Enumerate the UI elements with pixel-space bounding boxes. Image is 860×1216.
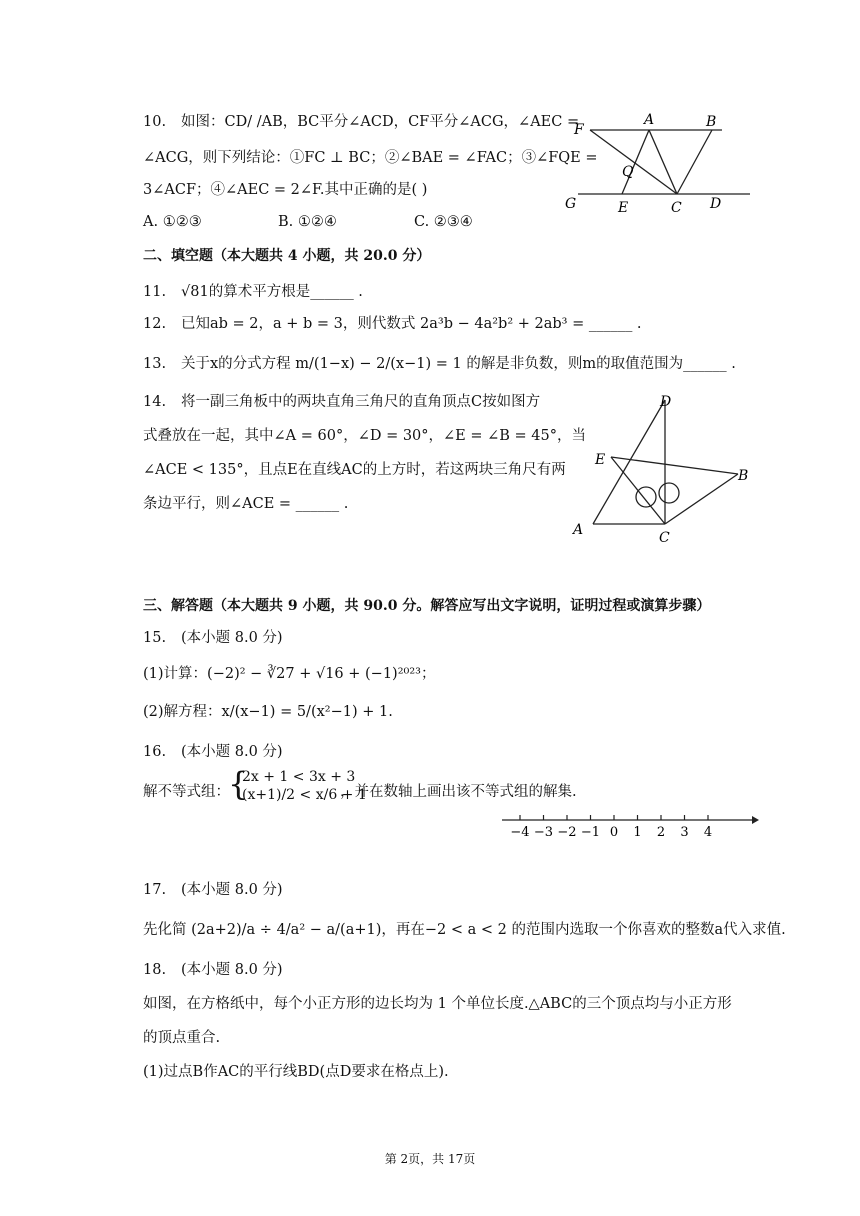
- q14-line1: [143, 392, 540, 412]
- q14-text-1: 将一副三角板中的两块直角三角尺的直角顶点C按如图方: [181, 394, 541, 410]
- q18-line3: (1)过点B作AC的平行线BD(点D要求在格点上).: [143, 1064, 449, 1080]
- label-f: F: [574, 122, 584, 138]
- tick-label: −2: [557, 825, 577, 840]
- tick-label: −4: [510, 825, 530, 840]
- page-footer: 第 2页，共 17页: [384, 1152, 476, 1166]
- q17-number: 17.: [143, 882, 167, 898]
- label-e: E: [618, 200, 629, 216]
- tick-label: 2: [656, 825, 666, 840]
- line-ae: [622, 130, 649, 194]
- label-b: B: [738, 468, 749, 484]
- tick-label: 1: [633, 825, 642, 840]
- q15-score: (本小题 8.0 分): [181, 630, 283, 646]
- section-2-heading: 二、填空题（本大题共 4 小题，共 20.0 分）: [143, 248, 431, 264]
- label-a: A: [573, 522, 584, 538]
- q13: [143, 354, 736, 374]
- q16-number: 16.: [143, 744, 167, 760]
- q17-text: 先化简 (2a+2)/a ÷ 4/a² − a/(a+1)，再在−2 < a < 2 的范围内选取一个你喜欢的整数a代入求值.: [143, 922, 786, 938]
- q16-inequality-2: (x+1)/2 < x/6 + 1: [242, 787, 367, 803]
- label-e: E: [595, 452, 606, 468]
- q11-text: √81的算术平方根是______ .: [181, 284, 363, 300]
- q11-number: 11.: [143, 284, 167, 300]
- q10-option-b: B. ①②④: [278, 214, 337, 230]
- q14-line3: ∠ACE < 135°，且点E在直线AC的上方时，若这两块三角尺有两: [143, 462, 566, 478]
- tick-label: −3: [533, 825, 554, 840]
- q16-brace: {: [228, 765, 249, 803]
- tick-label: 3: [680, 825, 689, 840]
- line-fc: [590, 130, 677, 194]
- q10-options: [143, 212, 473, 232]
- q10-line1: [143, 112, 579, 132]
- q10-line2: ∠ACG，则下列结论：①FC ⊥ BC；②∠BAE = ∠FAC；③∠FQE =: [143, 150, 598, 166]
- q11: [143, 282, 363, 302]
- q18-number: 18.: [143, 962, 167, 978]
- label-c: C: [671, 200, 682, 216]
- tick-label: −1: [580, 825, 601, 840]
- q16-tail: ，并在数轴上画出该不等式组的解集.: [340, 784, 577, 800]
- q12-text: 已知ab = 2，a + b = 3，则代数式 2a³b − 4a²b² + 2ab³ = ______ .: [181, 316, 642, 332]
- q15-number: 15.: [143, 630, 167, 646]
- q13-number: 13.: [143, 356, 167, 372]
- section-3-heading: 三、解答题（本大题共 9 小题，共 90.0 分。解答应写出文字说明，证明过程或演算步骤）: [143, 598, 711, 614]
- q14-line4: 条边平行，则∠ACE = ______ .: [143, 496, 349, 512]
- label-d: D: [710, 196, 722, 212]
- q15-part2: (2)解方程：x/(x−1) = 5/(x²−1) + 1.: [143, 704, 393, 720]
- q12: [143, 314, 642, 334]
- q18-header: [143, 960, 283, 980]
- label-c: C: [659, 530, 670, 546]
- q16-score: (本小题 8.0 分): [181, 744, 283, 760]
- tick-label: 0: [609, 825, 619, 840]
- q17-header: [143, 880, 283, 900]
- label-d: D: [660, 394, 672, 410]
- q10-option-a: A. ①②③: [143, 214, 202, 230]
- q14-number: 14.: [143, 394, 167, 410]
- q16-lead: 解不等式组：: [143, 784, 230, 800]
- q18-line1: 如图，在方格纸中，每个小正方形的边长均为 1 个单位长度.△ABC的三个顶点均与小正方形: [143, 996, 732, 1012]
- q10-line3: 3∠ACF；④∠AEC = 2∠F.其中正确的是( ): [143, 182, 428, 198]
- label-g: G: [565, 196, 577, 212]
- q10-option-c: C. ②③④: [414, 214, 473, 230]
- q15-part1: (1)计算：(−2)² − ∛27 + √16 + (−1)²⁰²³；: [143, 666, 436, 682]
- q18-score: (本小题 8.0 分): [181, 962, 283, 978]
- q16-header: [143, 742, 283, 762]
- q18-line2: 的顶点重合.: [143, 1030, 221, 1046]
- q12-number: 12.: [143, 316, 167, 332]
- q15-header: [143, 628, 283, 648]
- label-b: B: [706, 114, 717, 130]
- line-bc: [677, 130, 712, 194]
- q14-figure: [565, 390, 765, 550]
- arrow-icon: [752, 816, 759, 824]
- q10-number: 10.: [143, 114, 167, 130]
- label-q: Q: [622, 164, 634, 180]
- tick-label: 4: [703, 825, 713, 840]
- q16-inequality-1: 2x + 1 < 3x + 3: [242, 769, 356, 785]
- label-a: A: [644, 112, 655, 128]
- q10-text-1: 如图：CD/ /AB，BC平分∠ACD，CF平分∠ACG，∠AEC =: [181, 114, 580, 130]
- q14-line2: 式叠放在一起，其中∠A = 60°，∠D = 30°，∠E = ∠B = 45°，当: [143, 428, 587, 444]
- q13-text: 关于x的分式方程 m/(1−x) − 2/(x−1) = 1 的解是非负数，则m的取值范围为______ .: [181, 356, 736, 372]
- q17-score: (本小题 8.0 分): [181, 882, 283, 898]
- number-line: [500, 808, 760, 848]
- q10-figure: [560, 108, 760, 218]
